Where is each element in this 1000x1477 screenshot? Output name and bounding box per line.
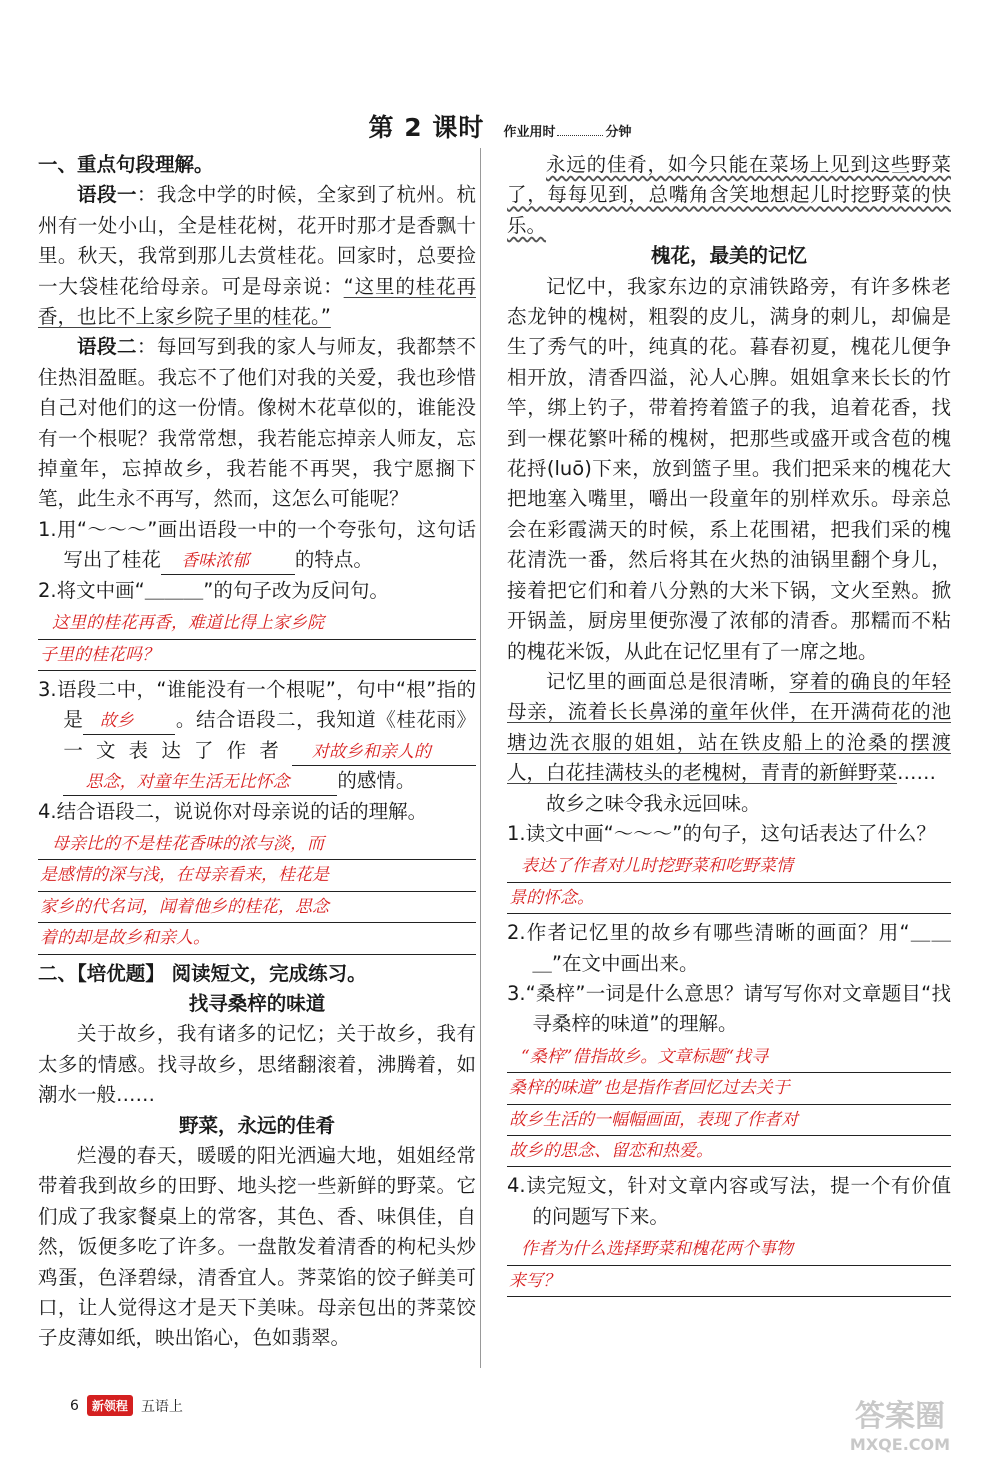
article-subheading-2: 槐花，最美的记忆 — [650, 244, 807, 268]
advanced-tag: 【培优题】 — [77, 961, 165, 985]
reading-answer-4[interactable]: 作者为什么选择野菜和槐花两个事物 来写？ — [507, 1234, 951, 1297]
article-intro: 关于故乡，我有诸多的记忆；关于故乡，我有太多的情感。找寻故乡，思绪翻滚着，沸腾着，如潮水一般…… — [38, 1022, 476, 1107]
question-2: 2.将文中画“＿＿＿”的句子改为反问句。 — [38, 578, 389, 602]
right-column — [507, 150, 951, 1301]
reading-answer-1[interactable]: 表达了作者对儿时挖野菜和吃野菜情 景的怀念。 — [507, 851, 951, 914]
answer-blank-3a[interactable]: 故乡 — [83, 708, 175, 735]
reading-question-1: 1.读文中画“～～～”的句子，这句话表达了什么？ — [507, 821, 936, 845]
article-subheading-1: 野菜，永远的佳肴 — [178, 1113, 335, 1137]
question-1: 1.用“～～～”画出语段一中的一个夸张句，这句话写出了桂花 香味浓郁 的特点。 — [38, 515, 476, 576]
page-number: 6 — [70, 1397, 79, 1414]
answer-blank-1[interactable]: 香味浓郁 — [161, 548, 295, 575]
answer-blank-3c[interactable]: 思念，对童年生活无比怀念 — [63, 769, 337, 796]
question-4: 4.结合语段二，说说你对母亲说的话的理解。 — [38, 799, 428, 823]
lesson-title: 第 2 课时 — [368, 113, 485, 142]
page-footer — [70, 1395, 183, 1416]
article-para-3: 记忆中，我家东边的京浦铁路旁，有许多株老态龙钟的槐树，粗裂的皮儿，满身的刺儿，却偏是生了秀气的叶，纯真的花。暮春初夏，槐花儿便争相开放，清香四溢，沁人心脾。姐姐拿来长长的竹竿，绑上钓子，带着挎着篮子的我，追着花香，找到一棵花繁叶稀的槐树，把那些或盛开或含苞的槐花捋(luō)下来，放到篮子里。我们把采来的槐花大把地塞入嘴里，嚼出一段童年的别样欢乐。母亲总会在彩霞满天的时候，系上花围裙，把我们采的槐花清洗一番，然后将其在火热的油锅里翻个身儿，接着把它们和着八分熟的大米下锅，文火至熟。掀开锅盖，厨房里便弥漫了浓郁的清香。那糯而不粘的槐花米饭，从此在记忆里有了一席之地。 — [507, 274, 951, 663]
watermark-text: 答案圈 — [855, 1399, 945, 1434]
reading-question-2: 2.作者记忆里的故乡有哪些清晰的画面？用“＿＿＿”在文中画出来。 — [507, 921, 951, 975]
left-column — [38, 150, 476, 1354]
watermark-logo — [830, 1388, 970, 1458]
grade-label: 五语上 — [140, 1398, 183, 1415]
answer-2[interactable]: 这里的桂花再香，难道比得上家乡院 子里的桂花吗？ — [38, 608, 476, 671]
section1-heading: 一、重点句段理解。 — [38, 153, 214, 176]
passage-one: 语段一：我念中学的时候，全家到了杭州。杭州有一处小山，全是桂花树，花开时那才是香飘十里。秋天，我常到那儿去赏桂花。回家时，总要捡一大袋桂花给母亲。可是母亲说：“这里的桂花再香，也比不上家乡院子里的桂花。” — [38, 183, 476, 329]
article-para-1: 烂漫的春天，暖暖的阳光洒遍大地，姐姐经常带着我到故乡的田野、地头挖一些新鲜的野菜。它们成了我家餐桌上的常客，其色、香、味俱佳，自然，饭便多吃了许多。一盘散发着清香的枸杞头炒鸡蛋，色泽碧绿，清香宜人。荠菜馅的饺子鲜美可口，让人觉得这才是天下美味。母亲包出的荠菜饺子皮薄如纸，映出馅心，色如翡翠。 — [38, 1144, 476, 1350]
column-divider — [480, 148, 481, 1368]
wavy-underlined-sentence: 永远的佳肴，如今只能在菜场上见到这些野菜了，每每见到，总嘴角含笑地想起儿时挖野菜的快乐。 — [507, 153, 951, 237]
underlined-sentence: “这里的桂花再香，也比不上家乡院子里的桂花。” — [38, 274, 476, 329]
reading-question-3: 3.“桑梓”一词是什么意思？请写写你对文章题目“找寻桑梓的味道”的理解。 — [507, 981, 951, 1036]
article-para-4: 记忆里的画面总是很清晰，穿着的确良的年轻母亲，流着长长鼻涕的童年伙伴，在开满荷花的池塘边洗衣服的姐姐，站在铁皮船上的沧桑的摆渡人，白花挂满枝头的老槐树，青青的新鲜野菜…… — [507, 669, 951, 785]
answer-blank-3b[interactable]: 对故乡和亲人的 — [292, 739, 476, 766]
brand-logo: 新领程 — [87, 1395, 133, 1416]
section2-heading: 二、【培优题】 阅读短文，完成练习。 — [38, 961, 367, 985]
question-3: 3.语段二中，“谁能没有一个根呢”，句中“根”指的是 故乡 。结合语段二，我知道《桂花雨》一文表达了作者 对故乡和亲人的思念，对童年生活无比怀念 的感情。 — [38, 675, 476, 797]
answer-4[interactable]: 母亲比的不是桂花香味的浓与淡，而 是感情的深与浅，在母亲看来，桂花是 家乡的代名词，闻着他乡的桂花，思念 着的却是故乡和亲人。 — [38, 829, 476, 955]
article-title: 找寻桑梓的味道 — [188, 991, 326, 1015]
timer-blank — [557, 135, 603, 136]
article-para-5: 故乡之味令我永远回味。 — [546, 791, 761, 815]
homework-timer: 作业用时 分钟 — [503, 125, 632, 140]
passage-two: 语段二：每回写到我的家人与师友，我都禁不住热泪盈眶。我忘不了他们对我的关爱，我也珍惜自己对他们的这一份情。像树木花草似的，谁能没有一个根呢？我常常想，我若能忘掉亲人师友，忘掉童年，忘掉故乡，我若能不再哭，我宁愿搁下笔，此生永不再写，然而，这怎么可能呢？ — [38, 335, 476, 511]
reading-question-4: 4.读完短文，针对文章内容或写法，提一个有价值的问题写下来。 — [507, 1174, 951, 1228]
watermark-domain: MXQE.COM — [849, 1435, 951, 1454]
reading-answer-3[interactable]: “桑梓”借指故乡。文章标题“找寻 桑梓的味道”也是指作者回忆过去关于 故乡生活的一幅幅画面，表现了作者对 故乡的思念、留恋和热爱。 — [507, 1042, 951, 1168]
lesson-header — [0, 108, 1000, 144]
article-para-2 — [507, 150, 951, 241]
underlined-images: 穿着的确良的年轻母亲，流着长长鼻涕的童年伙伴，在开满荷花的池塘边洗衣服的姐姐，站在铁皮船上的沧桑的摆渡人，白花挂满枝头的老槐树，青青的新鲜野菜 — [507, 669, 951, 785]
